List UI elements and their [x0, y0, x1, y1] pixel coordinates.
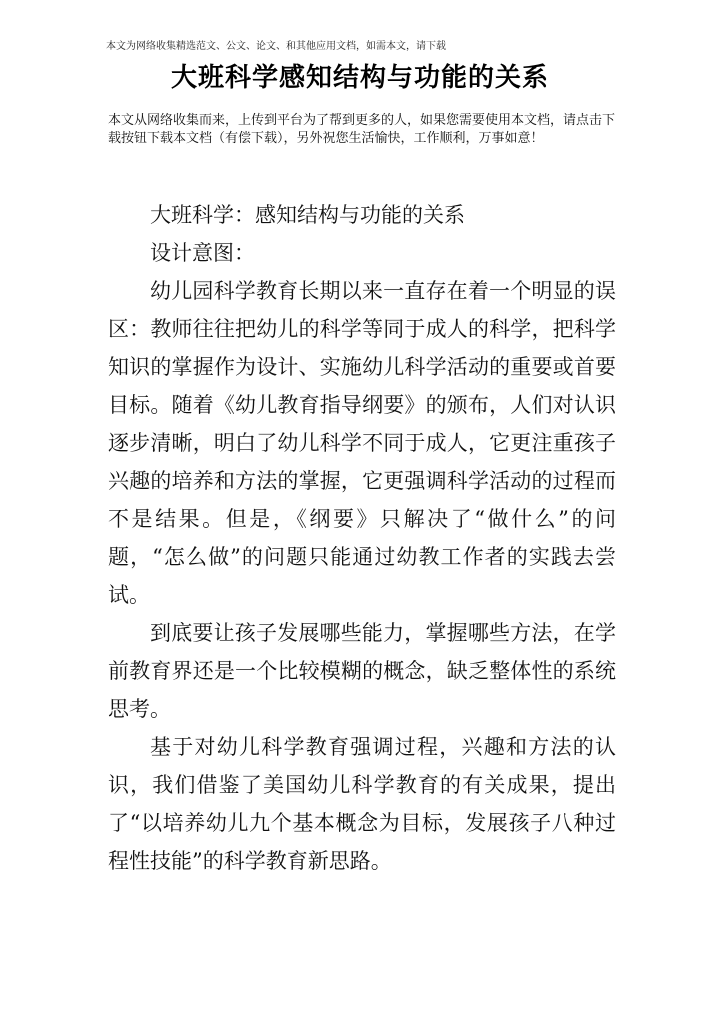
section-heading: 大班科学：感知结构与功能的关系	[150, 203, 465, 227]
document-body	[108, 196, 616, 880]
body-paragraph: 幼儿园科学教育长期以来一直存在着一个明显的误区：教师往往把幼儿的科学等同于成人的科学，把科学知识的掌握作为设计、实施幼儿科学活动的重要或首要目标。随着《幼儿教育指导纲要》的颁布，人们对认识逐步清晰，明白了幼儿科学不同于成人，它更注重孩子兴趣的培养和方法的掌握，它更强调科学活动的过程而不是结果。但是，《纲要》只解决了“做什么”的问题，“怎么做”的问题只能通过幼教工作者的实践去尝试。	[108, 279, 616, 607]
document-title: 大班科学感知结构与功能的关系	[170, 63, 549, 93]
body-paragraph: 到底要让孩子发展哪些能力，掌握哪些方法，在学前教育界还是一个比较模糊的概念，缺乏整体性的系统思考。	[108, 621, 616, 721]
design-intent-label: 设计意图：	[150, 241, 255, 265]
intro-paragraph: 本文从网络收集而来，上传到平台为了帮到更多的人，如果您需要使用本文档，请点击下载按钮下载本文档（有偿下载），另外祝您生活愉快，工作顺利，万事如意！	[108, 113, 616, 146]
body-paragraph: 基于对幼儿科学教育强调过程，兴趣和方法的认识，我们借鉴了美国幼儿科学教育的有关成果，提出了“以培养幼儿九个基本概念为目标，发展孩子八种过程性技能”的科学教育新思路。	[108, 735, 616, 873]
header-note: 本文为网络收集精选范文、公文、论文、和其他应用文档，如需本文，请下载	[106, 41, 446, 52]
